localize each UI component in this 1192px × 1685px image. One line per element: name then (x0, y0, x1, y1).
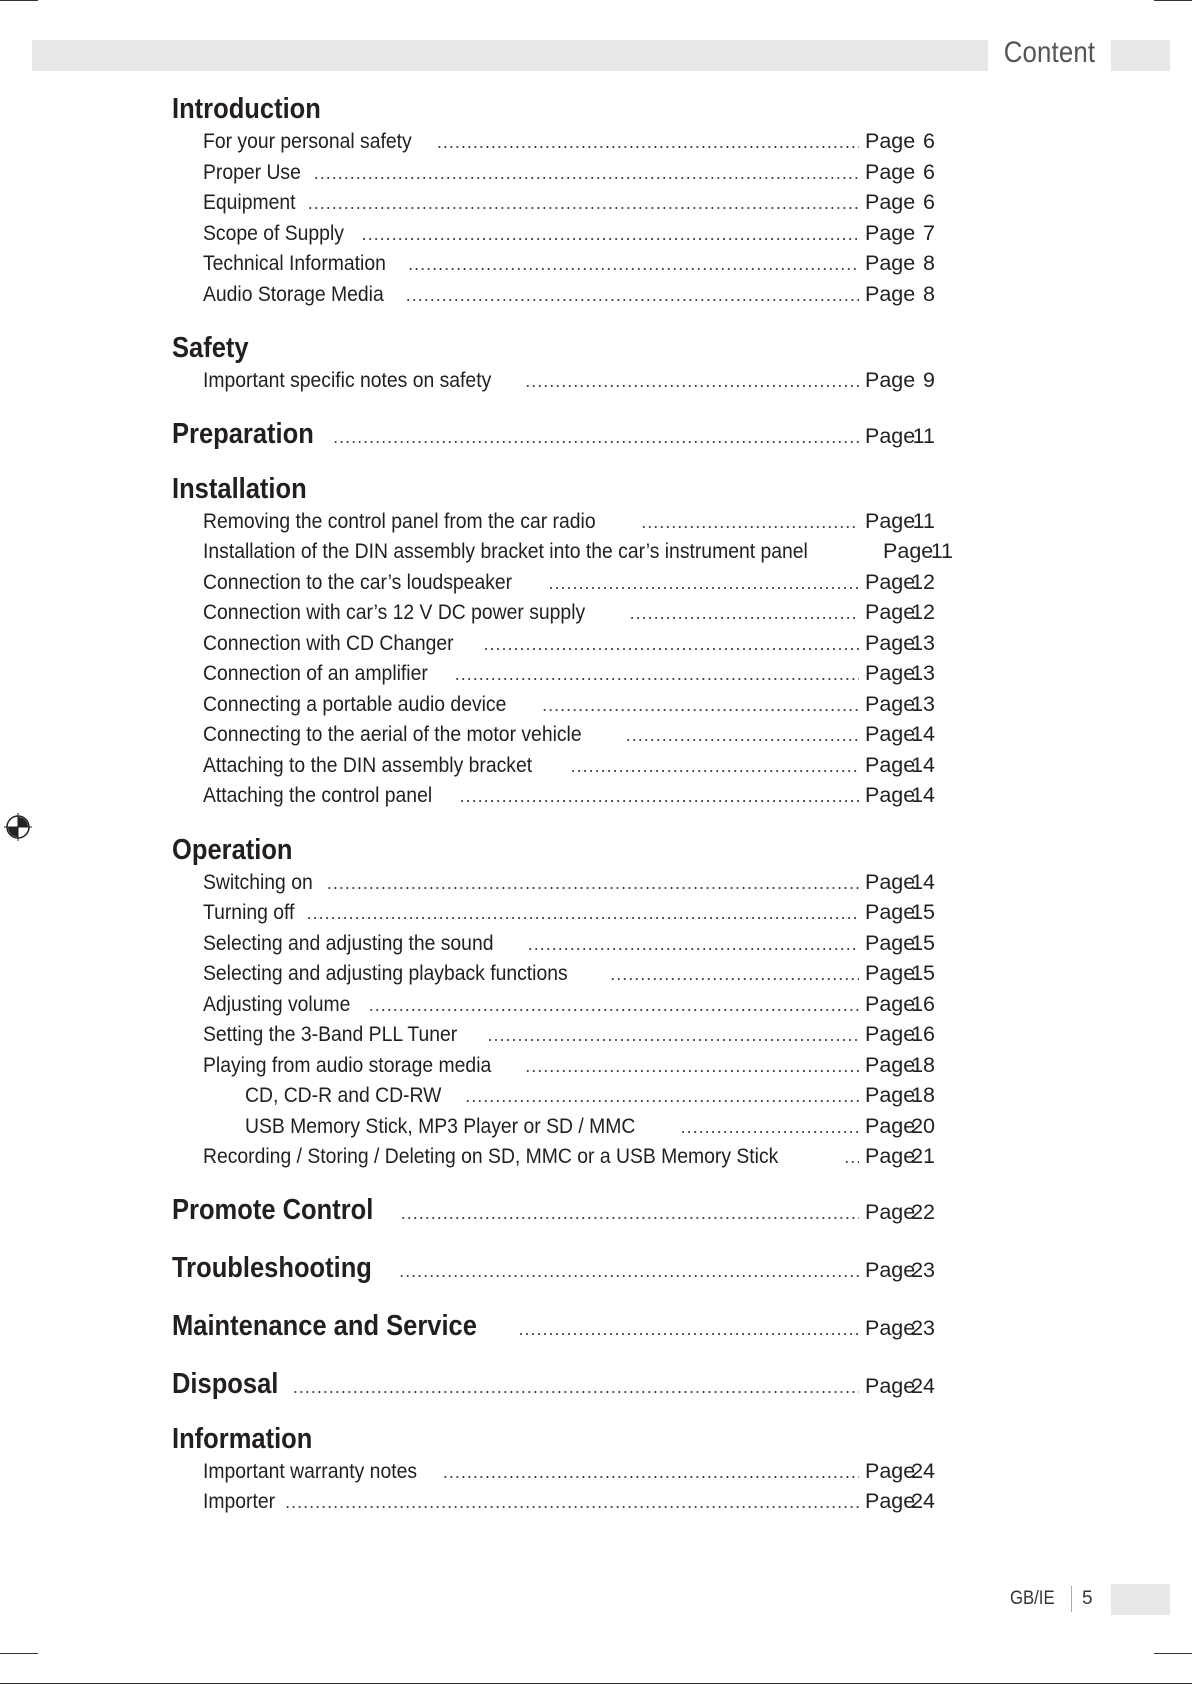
toc-entry-label: Playing from audio storage media (203, 1052, 492, 1077)
section-title: Safety (172, 332, 249, 364)
leader-dots (369, 990, 859, 1021)
page-number: 24 (911, 1373, 935, 1398)
toc-entry[interactable] (172, 780, 935, 811)
toc-entry-label: Setting the 3-Band PLL Tuner (203, 1022, 458, 1046)
page-word: Page (865, 220, 916, 245)
page-word: Page (865, 900, 916, 924)
section-title: Preparation (172, 417, 314, 450)
leader-dots (525, 1051, 859, 1082)
toc-entry[interactable] (172, 1141, 935, 1172)
leader-dots (610, 959, 859, 990)
toc-entry-label: Connection of an amplifier (203, 661, 428, 685)
toc-entry-label: Connection to the car’s loudspeaker (203, 569, 513, 594)
page-number: 6 (923, 159, 935, 184)
leader-dots (406, 280, 859, 311)
toc-entry[interactable] (172, 689, 935, 720)
page-word: Page (865, 1257, 916, 1282)
page-number: 16 (911, 1022, 935, 1046)
page-word: Page (865, 1144, 916, 1168)
toc-entry[interactable] (172, 1050, 935, 1081)
toc-entry-label: Scope of Supply (203, 220, 344, 245)
header-tab (1111, 40, 1170, 71)
section-title: Promote Control (172, 1193, 374, 1226)
page-number-footer: 5 (1082, 1588, 1093, 1609)
toc-entry[interactable] (172, 218, 935, 249)
table-of-contents (172, 92, 954, 1517)
section-title: Installation (172, 472, 307, 505)
page-number: 8 (923, 251, 935, 275)
toc-entry-label: Proper Use (203, 159, 301, 184)
toc-entry-label: Selecting and adjusting playback functions (203, 961, 568, 985)
page-word: Page (865, 569, 916, 594)
page-number: 14 (911, 722, 935, 746)
crop-mark (0, 1683, 1192, 1684)
page-word: Page (865, 930, 916, 955)
leader-dots (401, 1193, 859, 1233)
leader-dots (362, 219, 859, 250)
toc-entry[interactable] (172, 567, 935, 598)
page-word: Page (865, 1489, 916, 1513)
page-word: Page (865, 1315, 916, 1340)
crop-mark (1154, 0, 1192, 1)
page-number: 13 (911, 691, 935, 716)
toc-entry-label: Technical Information (203, 251, 386, 275)
leader-dots (327, 868, 859, 899)
section-title: Information (172, 1422, 313, 1455)
page-number: 22 (911, 1199, 935, 1224)
toc-entry-label: USB Memory Stick, MP3 Player or SD / MMC (245, 1113, 636, 1138)
leader-dots (437, 127, 859, 158)
page-number: 14 (911, 752, 935, 777)
page-number: 24 (911, 1489, 935, 1513)
toc-entry[interactable] (172, 365, 935, 396)
page-number: 20 (911, 1113, 935, 1138)
page-number: 23 (911, 1315, 935, 1340)
leader-dots (626, 720, 859, 751)
page-word: Page (865, 630, 916, 655)
page-word: Page (865, 423, 916, 448)
page-word: Page (865, 783, 916, 807)
page-number: 18 (911, 1083, 935, 1107)
page-word: Page (865, 1113, 916, 1138)
leader-dots (460, 781, 859, 812)
page-word: Page (865, 159, 916, 184)
leader-dots (528, 929, 859, 960)
toc-entry-label: Connecting to the aerial of the motor vehicle (203, 722, 582, 746)
leader-dots (571, 751, 859, 782)
toc-entry[interactable] (172, 719, 935, 750)
leader-dots (399, 1251, 859, 1291)
page-number: 12 (911, 569, 935, 594)
section-title: Troubleshooting (172, 1251, 372, 1284)
page-word: Page (865, 991, 916, 1016)
toc-entry-label: Importer (203, 1489, 276, 1513)
toc-entry-label: Installation of the DIN assembly bracket into the car’s instrument panel (203, 539, 808, 563)
language-code: GB/IE (1010, 1588, 1055, 1609)
toc-entry[interactable] (172, 750, 935, 781)
page-word: Page (865, 961, 916, 985)
toc-entry-label: Attaching to the DIN assembly bracket (203, 752, 533, 777)
toc-entry-label: For your personal safety (203, 129, 412, 153)
page-word: Page (865, 1052, 916, 1077)
leader-dots (333, 417, 859, 457)
crop-mark (0, 0, 38, 1)
page-number: 21 (911, 1144, 935, 1168)
page-word: Page (865, 1199, 916, 1224)
page-word: Page (865, 661, 916, 685)
footer-divider (1071, 1586, 1072, 1612)
header-bar (32, 40, 988, 71)
toc-entry-label: Attaching the control panel (203, 783, 433, 807)
leader-dots (487, 1020, 859, 1051)
toc-entry[interactable] (172, 897, 935, 928)
leader-dots (681, 1112, 859, 1143)
page-number: 14 (911, 869, 935, 894)
page-number: 7 (923, 220, 935, 245)
toc-entry-label: Connection with CD Changer (203, 630, 454, 655)
toc-entry[interactable] (172, 536, 954, 567)
page-word: Page (865, 368, 916, 392)
toc-entry[interactable] (172, 1456, 935, 1487)
page-number: 11 (912, 423, 935, 448)
toc-entry[interactable] (172, 1019, 935, 1050)
leader-dots (483, 629, 859, 660)
page-word: Page (865, 691, 916, 716)
toc-entry[interactable] (172, 928, 935, 959)
crop-mark (0, 1653, 38, 1654)
leader-dots (408, 249, 859, 280)
toc-entry-label: Adjusting volume (203, 991, 351, 1016)
toc-entry[interactable] (172, 157, 935, 188)
toc-entry[interactable] (172, 187, 935, 218)
page-number: 15 (911, 961, 935, 985)
page-word: Page (865, 1458, 916, 1483)
toc-entry[interactable] (172, 506, 935, 537)
leader-dots (542, 690, 859, 721)
leader-dots (307, 898, 859, 929)
page-word: Page (865, 251, 916, 275)
toc-entry-label: CD, CD-R and CD-RW (245, 1083, 442, 1107)
leader-dots (525, 366, 859, 397)
page-number: 24 (911, 1458, 935, 1483)
page-word: Page (865, 722, 916, 746)
leader-dots (548, 568, 859, 599)
toc-entry-label: Connection with car’s 12 V DC power supply (203, 600, 586, 624)
toc-entry-label: Equipment (203, 190, 296, 214)
toc-section-entry[interactable] (172, 1248, 935, 1288)
toc-section-entry[interactable] (172, 414, 935, 454)
leader-dots (308, 188, 859, 219)
toc-entry[interactable] (172, 126, 935, 157)
leader-dots (285, 1487, 859, 1518)
page-number: 15 (911, 930, 935, 955)
toc-entry[interactable] (172, 279, 935, 310)
page-word: Page (865, 600, 916, 624)
page-number: 16 (911, 991, 935, 1016)
toc-entry[interactable] (172, 248, 935, 279)
toc-entry-label: Selecting and adjusting the sound (203, 930, 494, 955)
page-title: Content (1003, 36, 1096, 69)
leader-dots (293, 1367, 859, 1407)
toc-entry[interactable] (172, 597, 935, 628)
toc-section-entry[interactable] (172, 1190, 935, 1230)
registration-mark-icon (4, 813, 32, 841)
page-word: Page (865, 1373, 916, 1398)
page-number: 6 (923, 129, 935, 153)
leader-dots (443, 1457, 859, 1488)
toc-entry-label: Audio Storage Media (203, 281, 384, 306)
toc-entry[interactable] (172, 628, 935, 659)
crop-mark (1154, 1653, 1192, 1654)
page-number: 18 (911, 1052, 935, 1077)
toc-entry[interactable] (172, 658, 935, 689)
section-title: Disposal (172, 1367, 279, 1400)
footer-tab (1111, 1584, 1170, 1615)
toc-entry-label: Switching on (203, 869, 313, 894)
page-word: Page (865, 869, 916, 894)
page-number: 13 (911, 630, 935, 655)
toc-entry-label: Recording / Storing / Deleting on SD, MMC or a USB Memory Stick (203, 1144, 779, 1168)
toc-entry-label: Important warranty notes (203, 1458, 418, 1483)
section-title: Maintenance and Service (172, 1309, 477, 1342)
toc-entry-label: Connecting a portable audio device (203, 691, 507, 716)
page-number: 13 (911, 661, 935, 685)
toc-section-entry[interactable] (172, 1306, 935, 1346)
toc-subentry[interactable] (172, 1080, 935, 1111)
page-number: 12 (911, 600, 935, 624)
toc-entry[interactable] (172, 1486, 935, 1517)
leader-dots (455, 659, 859, 690)
toc-entry[interactable] (172, 989, 935, 1020)
leader-dots (465, 1081, 859, 1112)
section-title: Operation (172, 833, 293, 866)
page-number: 14 (911, 783, 935, 807)
page-number: 8 (923, 281, 935, 306)
leader-dots (314, 158, 859, 189)
page-word: Page (865, 190, 916, 214)
page-word: Page (865, 508, 916, 533)
toc-entry-label: Important specific notes on safety (203, 368, 492, 392)
page-word: Page (883, 539, 934, 563)
toc-entry-label: Turning off (203, 900, 295, 924)
page-word: Page (865, 1022, 916, 1046)
page-word: Page (865, 1083, 916, 1107)
toc-entry[interactable] (172, 867, 935, 898)
toc-entry[interactable] (172, 958, 935, 989)
section-title: Introduction (172, 93, 321, 125)
leader-dots (630, 598, 859, 629)
page-word: Page (865, 129, 916, 153)
page-number: 15 (911, 900, 935, 924)
page-number: 11 (912, 508, 935, 533)
page-word: Page (865, 281, 916, 306)
leader-dots (641, 507, 859, 538)
toc-subentry[interactable] (172, 1111, 935, 1142)
page-word: Page (865, 752, 916, 777)
page-number: 9 (923, 368, 935, 392)
toc-entry-label: Removing the control panel from the car radio (203, 508, 596, 533)
page-number: 23 (911, 1257, 935, 1282)
leader-dots (519, 1309, 859, 1349)
leader-dots (844, 1142, 859, 1173)
page-number: 6 (923, 190, 935, 214)
toc-section-entry[interactable] (172, 1364, 935, 1404)
page-number: 11 (930, 539, 954, 563)
